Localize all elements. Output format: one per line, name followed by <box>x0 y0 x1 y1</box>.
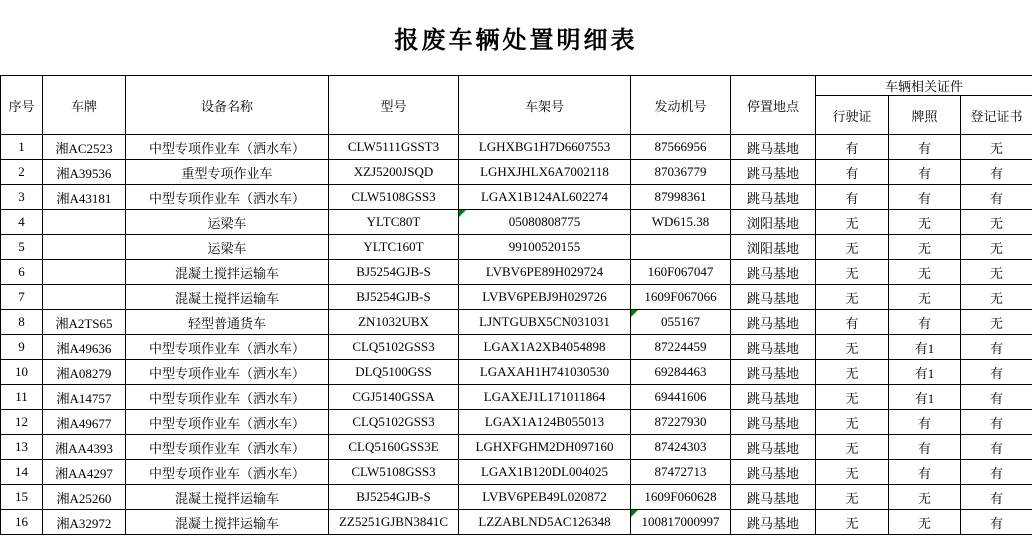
cell-plate-license[interactable]: 无 <box>889 510 961 535</box>
cell-plate-license[interactable]: 无 <box>889 235 961 260</box>
cell-no[interactable]: 3 <box>1 185 43 210</box>
cell-model[interactable]: DLQ5100GSS <box>329 360 459 385</box>
cell-location[interactable]: 跳马基地 <box>731 485 816 510</box>
cell-registration-cert[interactable]: 有 <box>961 360 1032 385</box>
cell-plate-license[interactable]: 有 <box>889 135 961 160</box>
cell-no[interactable]: 5 <box>1 235 43 260</box>
cell-model[interactable]: YLTC160T <box>329 235 459 260</box>
cell-equipment[interactable]: 重型专项作业车 <box>126 160 329 185</box>
table-row <box>1 460 1032 485</box>
cell-model[interactable]: CLQ5102GSS3 <box>329 410 459 435</box>
cell-vin[interactable]: LVBV6PEBJ9H029726 <box>459 285 631 310</box>
cell-model[interactable]: BJ5254GJB-S <box>329 285 459 310</box>
cell-engine[interactable]: 160F067047 <box>631 260 731 285</box>
cell-vin[interactable]: LGHXBG1H7D6607553 <box>459 135 631 160</box>
cell-driving-license[interactable]: 无 <box>816 285 889 310</box>
cell-driving-license[interactable]: 有 <box>816 160 889 185</box>
col-header-driving-license[interactable]: 行驶证 <box>816 96 889 135</box>
title-bar <box>0 0 1032 75</box>
cell-location[interactable]: 跳马基地 <box>731 385 816 410</box>
col-header-serial[interactable]: 序号 <box>1 76 43 135</box>
cell-location[interactable]: 跳马基地 <box>731 135 816 160</box>
table-row <box>1 235 1032 260</box>
cell-driving-license[interactable]: 无 <box>816 510 889 535</box>
cell-plate[interactable]: 湘A25260 <box>43 485 126 510</box>
cell-plate[interactable] <box>43 210 126 235</box>
cell-plate[interactable]: 湘A43181 <box>43 185 126 210</box>
cell-vin[interactable]: LGAXAH1H741030530 <box>459 360 631 385</box>
cell-plate-license[interactable]: 无 <box>889 260 961 285</box>
cell-model[interactable]: BJ5254GJB-S <box>329 260 459 285</box>
cell-plate[interactable]: 湘AA4297 <box>43 460 126 485</box>
cell-driving-license[interactable]: 无 <box>816 385 889 410</box>
cell-plate-license[interactable]: 有1 <box>889 335 961 360</box>
cell-engine[interactable]: 87472713 <box>631 460 731 485</box>
cell-model[interactable]: CLQ5102GSS3 <box>329 335 459 360</box>
cell-registration-cert[interactable]: 无 <box>961 135 1032 160</box>
cell-engine[interactable]: 87566956 <box>631 135 731 160</box>
cell-plate[interactable]: 湘A14757 <box>43 385 126 410</box>
cell-driving-license[interactable]: 无 <box>816 410 889 435</box>
cell-driving-license[interactable]: 无 <box>816 360 889 385</box>
table-row <box>1 285 1032 310</box>
cell-driving-license[interactable]: 无 <box>816 485 889 510</box>
cell-vin[interactable]: LGAX1B120DL004025 <box>459 460 631 485</box>
cell-driving-license[interactable]: 无 <box>816 460 889 485</box>
cell-equipment[interactable]: 轻型普通货车 <box>126 310 329 335</box>
cell-location[interactable]: 跳马基地 <box>731 160 816 185</box>
cell-plate[interactable]: 湘AA4393 <box>43 435 126 460</box>
cell-plate-license[interactable]: 无 <box>889 285 961 310</box>
text-format-marker-icon <box>631 510 638 517</box>
cell-plate-license[interactable]: 有 <box>889 460 961 485</box>
table-row <box>1 135 1032 160</box>
cell-registration-cert[interactable]: 无 <box>961 210 1032 235</box>
cell-location[interactable]: 跳马基地 <box>731 435 816 460</box>
cell-plate-license[interactable]: 有1 <box>889 385 961 410</box>
cell-engine[interactable]: 87998361 <box>631 185 731 210</box>
cell-plate-license[interactable]: 有 <box>889 410 961 435</box>
cell-vin[interactable]: 99100520155 <box>459 235 631 260</box>
cell-plate-license[interactable]: 有 <box>889 435 961 460</box>
table-row <box>1 410 1032 435</box>
cell-location[interactable]: 浏阳基地 <box>731 235 816 260</box>
col-header-engine[interactable]: 发动机号 <box>631 76 731 135</box>
cell-registration-cert[interactable]: 无 <box>961 235 1032 260</box>
table-body <box>1 135 1032 535</box>
cell-registration-cert[interactable]: 有 <box>961 485 1032 510</box>
cell-plate[interactable]: 湘A08279 <box>43 360 126 385</box>
cell-no[interactable]: 14 <box>1 460 43 485</box>
cell-driving-license[interactable]: 有 <box>816 310 889 335</box>
cell-no[interactable]: 6 <box>1 260 43 285</box>
cell-vin[interactable]: LGAX1B124AL602274 <box>459 185 631 210</box>
cell-equipment[interactable]: 中型专项作业车（洒水车） <box>126 135 329 160</box>
col-header-plate-license[interactable]: 牌照 <box>889 96 961 135</box>
cell-equipment[interactable]: 混凝土搅拌运输车 <box>126 285 329 310</box>
cell-model[interactable]: CLW5111GSST3 <box>329 135 459 160</box>
cell-registration-cert[interactable]: 无 <box>961 285 1032 310</box>
cell-vin[interactable]: LJNTGUBX5CN031031 <box>459 310 631 335</box>
page-title: 报废车辆处置明细表 <box>394 28 638 54</box>
cell-location[interactable]: 跳马基地 <box>731 460 816 485</box>
cell-plate[interactable]: 湘A49636 <box>43 335 126 360</box>
cell-no[interactable]: 4 <box>1 210 43 235</box>
table-header <box>1 76 1032 135</box>
cell-model[interactable]: XZJ5200JSQD <box>329 160 459 185</box>
cell-plate-license[interactable]: 无 <box>889 485 961 510</box>
cell-model[interactable]: CGJ5140GSSA <box>329 385 459 410</box>
cell-equipment[interactable]: 中型专项作业车（洒水车） <box>126 385 329 410</box>
cell-no[interactable]: 10 <box>1 360 43 385</box>
cell-model[interactable]: CLW5108GSS3 <box>329 460 459 485</box>
cell-registration-cert[interactable]: 无 <box>961 260 1032 285</box>
table-row <box>1 485 1032 510</box>
cell-vin[interactable]: LGAXEJ1L171011864 <box>459 385 631 410</box>
cell-vin[interactable]: LZZABLND5AC126348 <box>459 510 631 535</box>
cell-plate-license[interactable]: 有 <box>889 310 961 335</box>
text-format-marker-icon <box>631 310 638 317</box>
table-row <box>1 435 1032 460</box>
cell-no[interactable]: 12 <box>1 410 43 435</box>
cell-equipment[interactable]: 混凝土搅拌运输车 <box>126 485 329 510</box>
cell-no[interactable]: 13 <box>1 435 43 460</box>
cell-equipment[interactable]: 中型专项作业车（洒水车） <box>126 410 329 435</box>
cell-plate[interactable] <box>43 285 126 310</box>
cell-engine[interactable] <box>631 235 731 260</box>
cell-location[interactable]: 跳马基地 <box>731 310 816 335</box>
cell-plate[interactable] <box>43 260 126 285</box>
cell-engine[interactable]: WD615.38 <box>631 210 731 235</box>
cell-no[interactable]: 15 <box>1 485 43 510</box>
cell-location[interactable]: 跳马基地 <box>731 360 816 385</box>
cell-registration-cert[interactable]: 有 <box>961 460 1032 485</box>
cell-engine[interactable]: 87227930 <box>631 410 731 435</box>
table-row <box>1 385 1032 410</box>
cell-plate[interactable]: 湘A39536 <box>43 160 126 185</box>
header-row-1 <box>1 76 1032 96</box>
cell-driving-license[interactable]: 无 <box>816 435 889 460</box>
cell-registration-cert[interactable]: 无 <box>961 310 1032 335</box>
cell-registration-cert[interactable]: 有 <box>961 160 1032 185</box>
cell-no[interactable]: 8 <box>1 310 43 335</box>
cell-plate-license[interactable]: 有 <box>889 160 961 185</box>
cell-engine[interactable]: 1609F067066 <box>631 285 731 310</box>
cell-driving-license[interactable]: 无 <box>816 235 889 260</box>
col-header-location[interactable]: 停置地点 <box>731 76 816 135</box>
cell-equipment[interactable]: 中型专项作业车（洒水车） <box>126 335 329 360</box>
table-row <box>1 310 1032 335</box>
cell-registration-cert[interactable]: 有 <box>961 435 1032 460</box>
cell-equipment[interactable]: 中型专项作业车（洒水车） <box>126 435 329 460</box>
cell-equipment[interactable]: 中型专项作业车（洒水车） <box>126 460 329 485</box>
cell-plate-license[interactable]: 有 <box>889 185 961 210</box>
cell-no[interactable]: 16 <box>1 510 43 535</box>
cell-registration-cert[interactable]: 有 <box>961 410 1032 435</box>
cell-plate[interactable]: 湘A49677 <box>43 410 126 435</box>
col-header-model[interactable]: 型号 <box>329 76 459 135</box>
vehicle-table <box>0 75 1032 535</box>
cell-location[interactable]: 跳马基地 <box>731 260 816 285</box>
cell-engine[interactable]: 100817000997 <box>631 510 731 535</box>
cell-no[interactable]: 11 <box>1 385 43 410</box>
cell-vin[interactable]: LGHXFGHM2DH097160 <box>459 435 631 460</box>
cell-engine[interactable]: 87036779 <box>631 160 731 185</box>
cell-vin[interactable]: LGAX1A2XB4054898 <box>459 335 631 360</box>
cell-engine[interactable]: 69441606 <box>631 385 731 410</box>
cell-plate-license[interactable]: 有1 <box>889 360 961 385</box>
cell-plate-license[interactable]: 无 <box>889 210 961 235</box>
cell-registration-cert[interactable]: 有 <box>961 335 1032 360</box>
cell-driving-license[interactable]: 有 <box>816 135 889 160</box>
cell-model[interactable]: ZN1032UBX <box>329 310 459 335</box>
cell-driving-license[interactable]: 无 <box>816 260 889 285</box>
cell-model[interactable]: CLW5108GSS3 <box>329 185 459 210</box>
cell-no[interactable]: 7 <box>1 285 43 310</box>
cell-engine[interactable]: 87224459 <box>631 335 731 360</box>
cell-location[interactable]: 跳马基地 <box>731 410 816 435</box>
table-row <box>1 360 1032 385</box>
cell-no[interactable]: 1 <box>1 135 43 160</box>
cell-vin[interactable]: LVBV6PEB49L020872 <box>459 485 631 510</box>
cell-location[interactable]: 跳马基地 <box>731 185 816 210</box>
col-header-registration-cert[interactable]: 登记证书 <box>961 96 1032 135</box>
cell-location[interactable]: 跳马基地 <box>731 285 816 310</box>
col-header-certs-group[interactable]: 车辆相关证件 <box>816 76 1032 96</box>
col-header-plate[interactable]: 车牌 <box>43 76 126 135</box>
cell-vin[interactable]: LGHXJHLX6A7002118 <box>459 160 631 185</box>
cell-no[interactable]: 2 <box>1 160 43 185</box>
cell-model[interactable]: CLQ5160GSS3E <box>329 435 459 460</box>
cell-model[interactable]: BJ5254GJB-S <box>329 485 459 510</box>
cell-location[interactable]: 跳马基地 <box>731 510 816 535</box>
cell-location[interactable]: 跳马基地 <box>731 335 816 360</box>
cell-vin[interactable]: 05080808775 <box>459 210 631 235</box>
cell-plate[interactable] <box>43 235 126 260</box>
text-format-marker-icon <box>459 210 466 217</box>
cell-plate[interactable]: 湘A2TS65 <box>43 310 126 335</box>
cell-engine[interactable]: 69284463 <box>631 360 731 385</box>
cell-no[interactable]: 9 <box>1 335 43 360</box>
cell-driving-license[interactable]: 无 <box>816 210 889 235</box>
table-row <box>1 160 1032 185</box>
cell-model[interactable]: ZZ5251GJBN3841C <box>329 510 459 535</box>
cell-equipment[interactable]: 运梁车 <box>126 210 329 235</box>
cell-driving-license[interactable]: 无 <box>816 335 889 360</box>
cell-driving-license[interactable]: 有 <box>816 185 889 210</box>
cell-vin[interactable]: LGAX1A124B055013 <box>459 410 631 435</box>
col-header-equipment[interactable]: 设备名称 <box>126 76 329 135</box>
cell-engine[interactable]: 1609F060628 <box>631 485 731 510</box>
cell-location[interactable]: 浏阳基地 <box>731 210 816 235</box>
cell-equipment[interactable]: 中型专项作业车（洒水车） <box>126 185 329 210</box>
cell-model[interactable]: YLTC80T <box>329 210 459 235</box>
cell-plate[interactable]: 湘AC2523 <box>43 135 126 160</box>
cell-equipment[interactable]: 混凝土搅拌运输车 <box>126 260 329 285</box>
cell-equipment[interactable]: 混凝土搅拌运输车 <box>126 510 329 535</box>
table-row <box>1 210 1032 235</box>
cell-registration-cert[interactable]: 有 <box>961 185 1032 210</box>
cell-equipment[interactable]: 运梁车 <box>126 235 329 260</box>
cell-equipment[interactable]: 中型专项作业车（洒水车） <box>126 360 329 385</box>
table-row <box>1 260 1032 285</box>
table-row <box>1 185 1032 210</box>
table-row <box>1 510 1032 535</box>
cell-vin[interactable]: LVBV6PE89H029724 <box>459 260 631 285</box>
cell-registration-cert[interactable]: 有 <box>961 510 1032 535</box>
cell-engine[interactable]: 87424303 <box>631 435 731 460</box>
cell-engine[interactable]: 055167 <box>631 310 731 335</box>
cell-registration-cert[interactable]: 有 <box>961 385 1032 410</box>
table-row <box>1 335 1032 360</box>
col-header-vin[interactable]: 车架号 <box>459 76 631 135</box>
cell-plate[interactable]: 湘A32972 <box>43 510 126 535</box>
